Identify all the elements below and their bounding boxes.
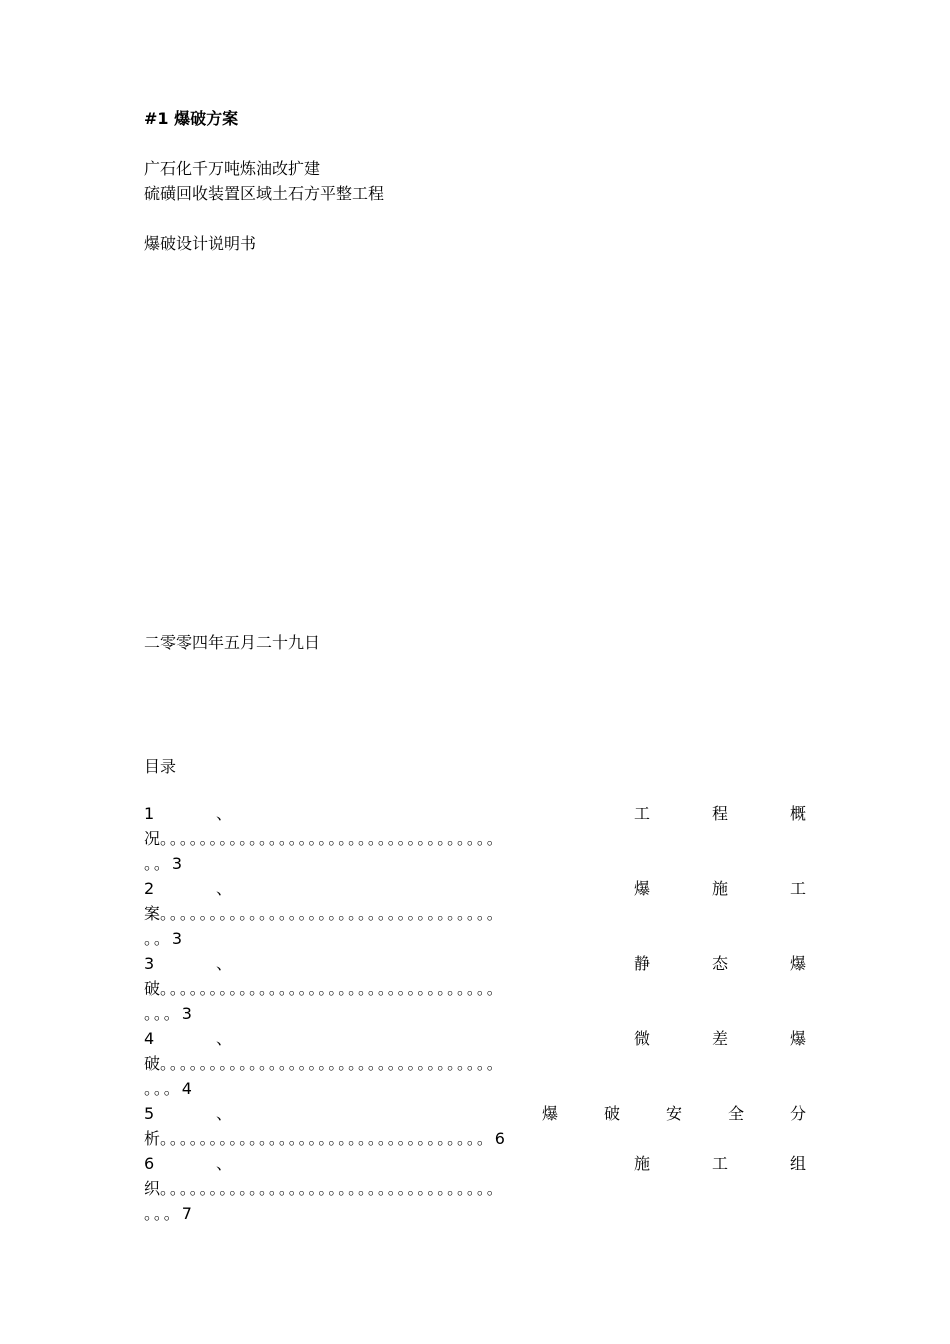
toc-entry-title: 施 工 组 <box>634 1154 807 1173</box>
toc-entry[interactable]: 6 、 施 工 组 织。。。。。。。。。。。。。。。。。。。。。。。。。。。。。。。。。。 。。。7 <box>144 1151 806 1226</box>
toc-entry-number: 2 <box>144 879 155 898</box>
toc-entry-title: 工 程 概 <box>634 804 807 823</box>
toc-page-number: 3 <box>181 1004 192 1023</box>
toc-entry-number: 6 <box>144 1154 155 1173</box>
toc-entry-number: 3 <box>144 954 155 973</box>
toc-entry-title: 爆 施 工 <box>634 879 807 898</box>
toc-entry-title: 微 差 爆 <box>634 1029 807 1048</box>
toc-page-number: 3 <box>171 854 182 873</box>
toc-title: 目录 <box>144 757 177 776</box>
table-of-contents <box>144 801 806 1226</box>
toc-entry[interactable]: 3 、 静 态 爆 破。。。。。。。。。。。。。。。。。。。。。。。。。。。。。。。。。。 。。。3 <box>144 951 806 1026</box>
toc-entry[interactable]: 2 、 爆 施 工 案。。。。。。。。。。。。。。。。。。。。。。。。。。。。。。。。。。 。。3 <box>144 876 806 951</box>
document-date: 二零零四年五月二十九日 <box>144 633 321 652</box>
project-line-1: 广石化千万吨炼油改扩建 <box>144 159 321 178</box>
project-line-2: 硫磺回收装置区域土石方平整工程 <box>144 184 385 203</box>
toc-entry-title: 静 态 爆 <box>634 954 807 973</box>
document-heading: #1 爆破方案 <box>144 109 239 128</box>
toc-entry-number: 4 <box>144 1029 155 1048</box>
toc-entry-number: 5 <box>144 1104 155 1123</box>
toc-entry[interactable]: 1 、 工 程 概 况。。。。。。。。。。。。。。。。。。。。。。。。。。。。。。。。。。 。。3 <box>144 801 806 876</box>
toc-page-number: 7 <box>181 1204 192 1223</box>
toc-page-number: 3 <box>171 929 182 948</box>
toc-page-number: 6 <box>494 1129 505 1148</box>
toc-entry[interactable]: 5 、 爆 破 安 全 分 析。。。。。。。。。。。。。。。。。。。。。。。。。。。。。。。。。6 <box>144 1101 806 1151</box>
toc-page-number: 4 <box>181 1079 192 1098</box>
toc-entry[interactable]: 4 、 微 差 爆 破。。。。。。。。。。。。。。。。。。。。。。。。。。。。。。。。。。 。。。4 <box>144 1026 806 1101</box>
toc-entry-title: 爆 破 安 全 分 <box>542 1104 807 1123</box>
document-title: 爆破设计说明书 <box>144 234 257 253</box>
toc-entry-number: 1 <box>144 804 155 823</box>
